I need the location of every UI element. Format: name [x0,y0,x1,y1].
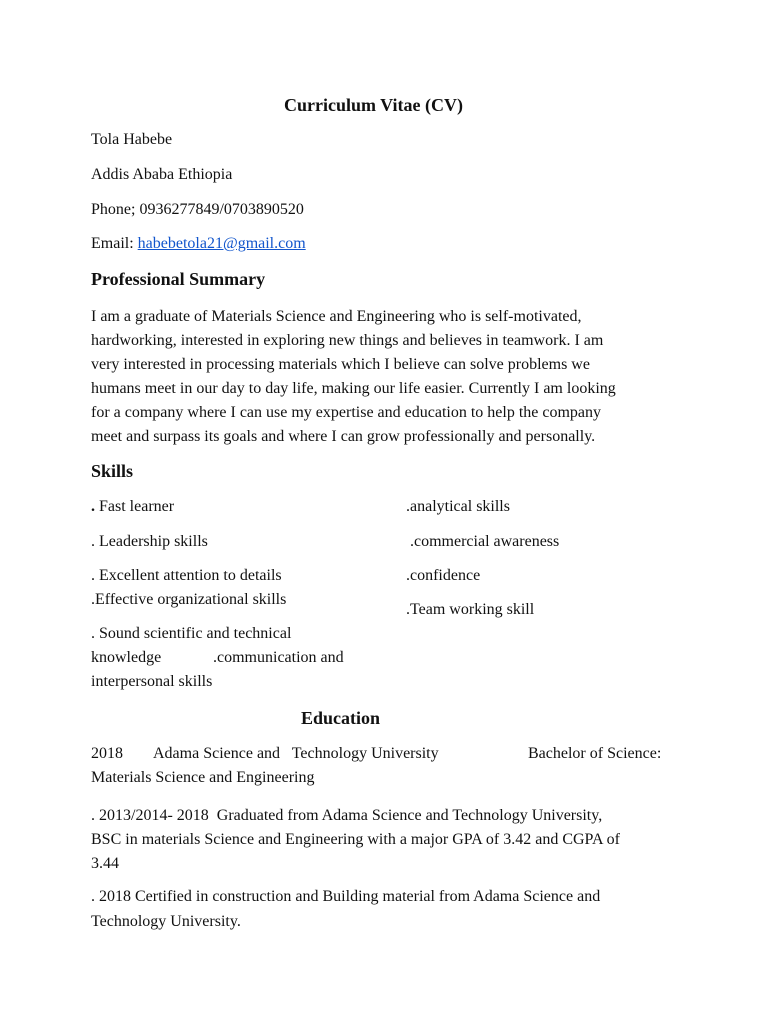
skill-communication-line1: .communication and [213,649,344,666]
skill-confidence: .confidence [406,567,481,584]
skill-scientific-line2: knowledge [91,649,162,666]
skill-analytical: .analytical skills [406,498,510,515]
email-link[interactable]: habebetola21@gmail.com [137,235,306,252]
summary-heading: Professional Summary [91,269,266,289]
summary-line: for a company where I can use my expertise and education to help the company [91,404,602,421]
summary-line: meet and surpass its goals and where I can grow professionally and personally. [91,428,596,445]
education-line: . 2013/2014- 2018 Graduated from Adama Science and Technology University, [91,807,603,824]
address: Addis Ababa Ethiopia [91,166,233,183]
education-degree: Bachelor of Science: [528,745,662,762]
skills-heading: Skills [91,461,134,481]
education-institution: Adama Science and Technology University [153,745,439,762]
education-field: Materials Science and Engineering [91,769,315,786]
summary-line: very interested in processing materials which I believe can solve problems we [91,356,590,373]
skill-leadership: . Leadership skills [91,533,208,550]
summary-line: I am a graduate of Materials Science and Engineering who is self-motivated, [91,308,582,325]
education-line: 3.44 [91,855,119,872]
email-line [91,235,306,253]
skill-organizational: .Effective organizational skills [91,591,287,608]
summary-line: humans meet in our day to day life, making our life easier. Currently I am looking [91,380,616,397]
education-heading: Education [301,708,381,728]
email-label: Email: [91,235,138,252]
education-year: 2018 [91,745,123,762]
education-item-certified [91,884,691,934]
summary-line: hardworking, interested in exploring new things and believes in teamwork. I am [91,332,604,349]
education-line: . 2018 Certified in construction and Building material from Adama Science and [91,888,601,905]
skill-communication-line2: interpersonal skills [91,673,213,690]
skill-scientific-line1: . Sound scientific and technical [91,625,292,642]
skill-fast-learner [91,498,174,516]
skill-bullet: . [91,498,95,515]
education-line: Technology University. [91,913,241,930]
phone: Phone; 0936277849/0703890520 [91,201,304,218]
skill-team: .Team working skill [406,601,535,618]
skill-commercial: .commercial awareness [410,533,560,550]
candidate-name: Tola Habebe [91,131,173,148]
education-item-graduated [91,804,691,876]
summary-paragraph [91,305,691,449]
document-title: Curriculum Vitae (CV) [284,95,463,115]
skill-label: Fast learner [95,498,175,515]
education-line: BSC in materials Science and Engineering with a major GPA of 3.42 and CGPA of [91,831,620,848]
skill-attention: . Excellent attention to details [91,567,282,584]
